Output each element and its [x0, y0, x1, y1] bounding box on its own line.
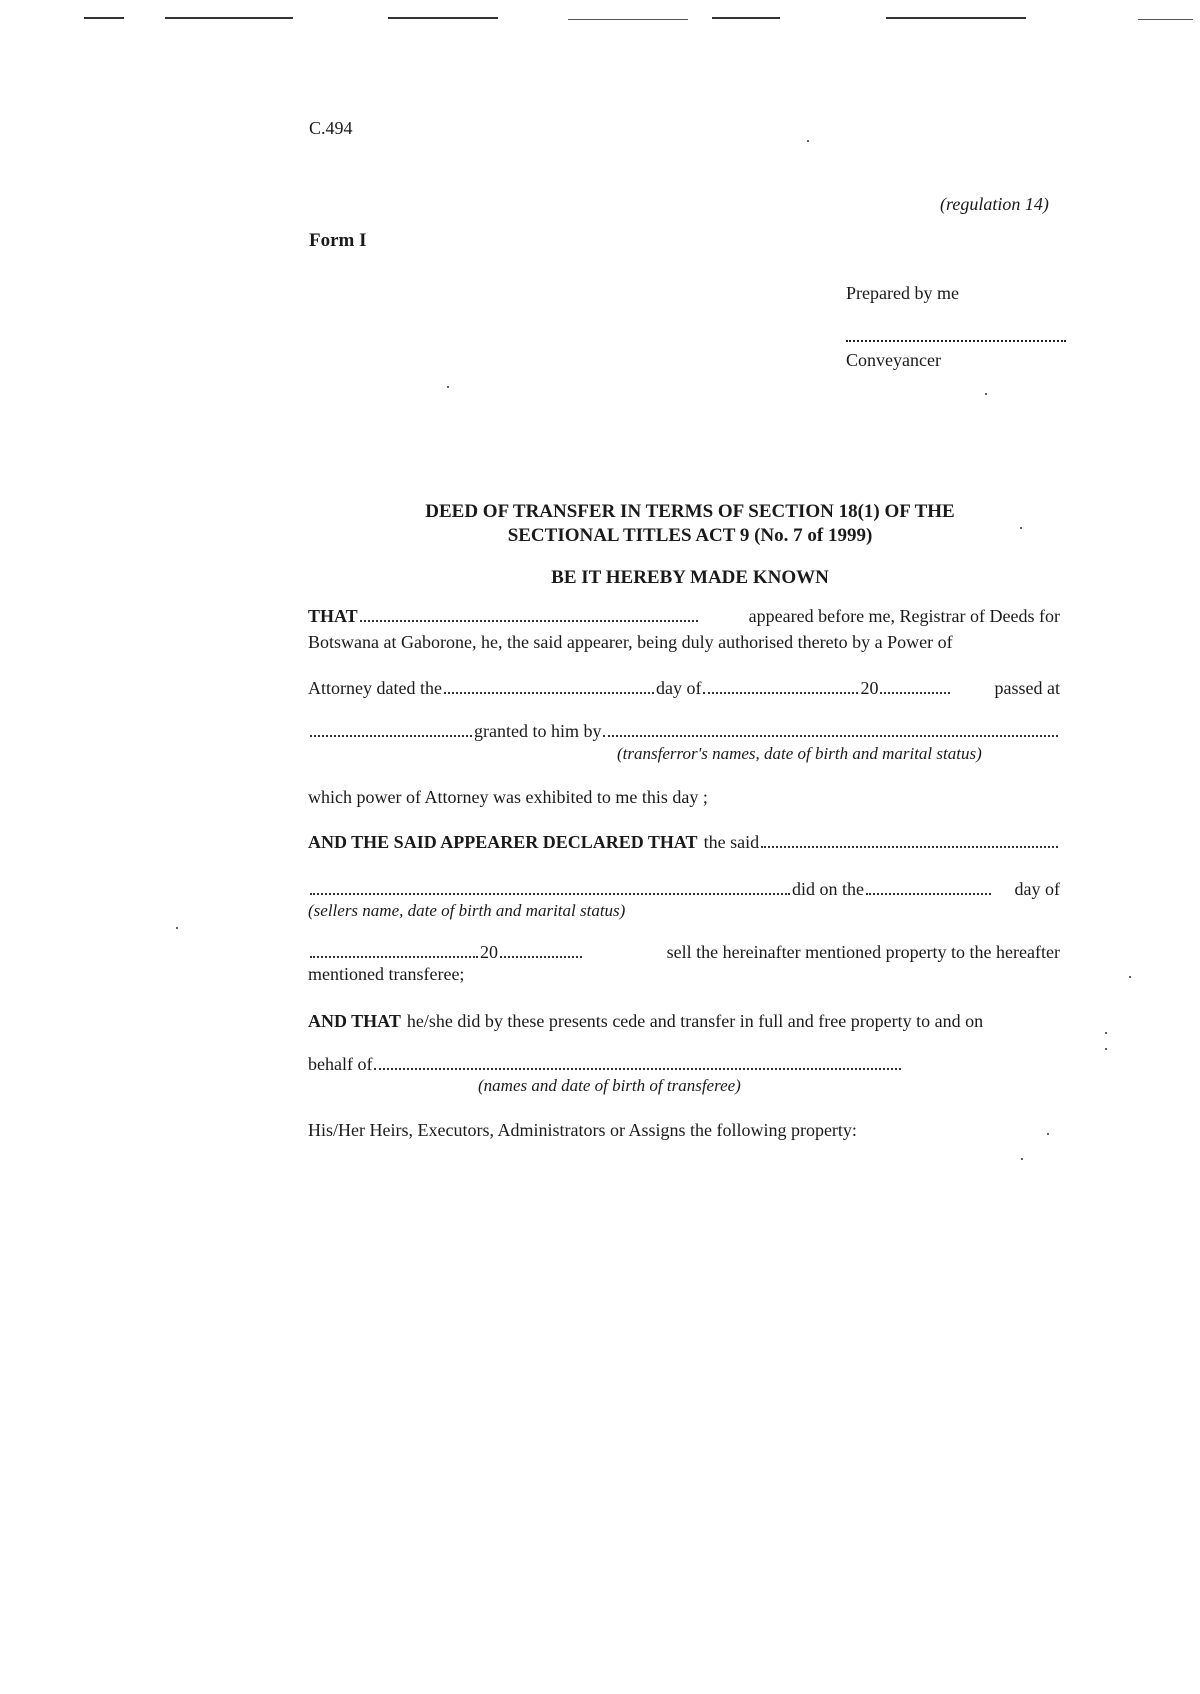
seller-caption: (sellers name, date of birth and marital status) — [308, 901, 626, 920]
scan-rule — [886, 17, 1026, 19]
made-known-heading: BE IT HEREBY MADE KNOWN — [551, 567, 829, 588]
heirs-text: His/Her Heirs, Executors, Administrators or Assigns the following property: — [308, 1120, 857, 1140]
seller-name-field[interactable] — [310, 893, 790, 895]
sale-month-field[interactable] — [310, 956, 478, 958]
deed-title-line2: SECTIONAL TITLES ACT 9 (No. 7 of 1999) — [507, 525, 873, 546]
form-code: C.494 — [309, 118, 353, 138]
year-prefix-label: 20 — [860, 678, 879, 698]
passed-at-label: passed at — [994, 678, 1060, 698]
scan-speck — [807, 140, 809, 142]
day-of-label: day of — [655, 678, 702, 698]
declared-line — [308, 831, 1060, 853]
declared-label: AND THE SAID APPEARER DECLARED THAT — [308, 832, 698, 852]
seller-field-start[interactable] — [761, 846, 1058, 848]
scan-speck — [985, 393, 987, 395]
scan-speck — [1105, 1032, 1107, 1034]
scan-speck — [176, 927, 178, 929]
sale-date-field[interactable] — [866, 893, 991, 895]
scan-speck — [1021, 1158, 1023, 1160]
scan-rule — [388, 17, 498, 19]
transferor-caption: (transferror's names, date of birth and marital status) — [617, 744, 982, 763]
and-that-line — [308, 1010, 1060, 1032]
scan-speck — [447, 386, 449, 388]
day-of-label-2: day of — [1014, 879, 1060, 899]
sell-text: sell the hereinafter mentioned property to the hereafter — [666, 942, 1060, 962]
the-said-label: the said — [703, 832, 760, 852]
appearer-line — [308, 605, 1060, 627]
scan-speck — [1047, 1133, 1049, 1135]
cede-text: he/she did by these presents cede and transfer in full and free property to and on — [406, 1011, 984, 1031]
behalf-of-label: behalf of — [308, 1054, 373, 1074]
scan-rule — [1138, 19, 1193, 20]
passed-at-field[interactable] — [310, 735, 472, 737]
transferee-field[interactable] — [374, 1068, 901, 1070]
scan-speck — [1105, 1048, 1107, 1050]
year-prefix-label-2: 20 — [480, 942, 498, 962]
regulation-reference: (regulation 14) — [940, 194, 1049, 214]
appeared-text: appeared before me, Registrar of Deeds for — [748, 606, 1060, 626]
attorney-dated-line — [308, 677, 1060, 699]
scan-rule — [165, 17, 293, 19]
granted-line — [308, 720, 1060, 742]
seller-line — [308, 878, 1060, 900]
appearer-name-field[interactable] — [360, 620, 698, 622]
sale-year-line — [308, 941, 1060, 963]
attorney-year-field[interactable] — [880, 692, 950, 694]
transferee-caption: (names and date of birth of transferee) — [478, 1076, 741, 1095]
that-label: THAT — [308, 606, 358, 626]
attorney-date-field[interactable] — [444, 692, 654, 694]
exhibited-text: which power of Attorney was exhibited to me this day ; — [308, 787, 708, 807]
botswana-line: Botswana at Gaborone, he, the said appearer, being duly authorised thereto by a Power of — [308, 632, 953, 652]
transferor-field[interactable] — [603, 735, 1058, 737]
scan-speck — [1129, 976, 1131, 978]
behalf-line — [308, 1053, 903, 1075]
transferee-line: mentioned transferee; — [308, 964, 465, 984]
form-number: Form I — [309, 230, 367, 251]
deed-title-line1: DEED OF TRANSFER IN TERMS OF SECTION 18(1) OF THE — [425, 501, 955, 522]
and-that-label: AND THAT — [308, 1011, 401, 1031]
conveyancer-label: Conveyancer — [846, 350, 941, 370]
scan-rule — [84, 17, 124, 19]
sale-year-field[interactable] — [500, 956, 582, 958]
did-on-the-label: did on the — [792, 879, 864, 899]
granted-by-label: granted to him by — [474, 721, 602, 741]
scan-rule — [712, 17, 780, 19]
prepared-by-label: Prepared by me — [846, 283, 959, 303]
attorney-dated-label: Attorney dated the — [308, 678, 442, 698]
attorney-month-field[interactable] — [703, 692, 858, 694]
scan-rule — [568, 19, 688, 20]
conveyancer-signature-line[interactable] — [846, 340, 1066, 342]
deed-title — [330, 500, 1050, 548]
